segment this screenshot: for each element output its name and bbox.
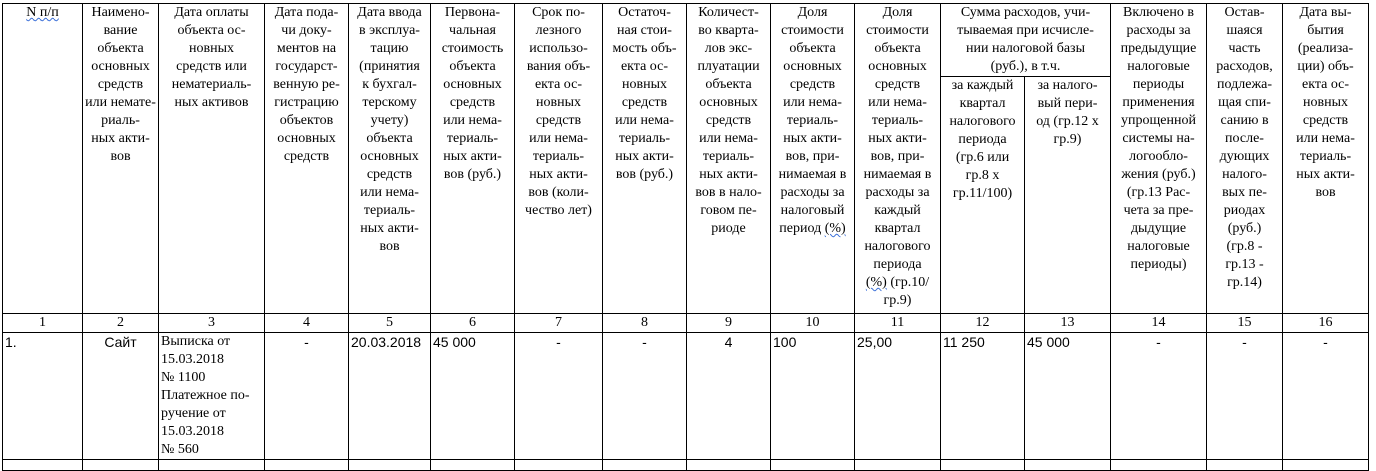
cell-useful-life: - xyxy=(515,333,603,460)
empty-cell xyxy=(603,460,687,471)
header-per-quarter: за каждый квартал налогового периода (гр.6 или гр.8 х гр.11/100) xyxy=(941,77,1025,314)
header-share-per-period-text: Доля стоимости объекта основных средств или нема- териаль- ных акти- вов, при- нимаемая в расходы за налоговый период xyxy=(778,5,847,236)
header-remaining-part: Остав- шаяся часть расходов, подлежа- щая спи- санию в после- дующих налого- вых пе- риодах (руб.) (гр.8 - гр.13 - гр.14) xyxy=(1207,4,1283,314)
percent-marker: (%) xyxy=(824,221,846,236)
cell-asset-name: Сайт xyxy=(83,333,159,460)
header-expense-sum-group: Сумма расходов, учи- тываемая при исчисле- нии налоговой базы (руб.), в т.ч. xyxy=(941,4,1111,77)
column-number: 13 xyxy=(1025,314,1111,333)
column-number: 1 xyxy=(3,314,83,333)
cell-initial-cost: 45 000 xyxy=(431,333,515,460)
header-payment-date: Дата оплаты объекта ос- новных средств или нематериаль- ных активов xyxy=(159,4,265,314)
column-number: 12 xyxy=(941,314,1025,333)
header-quarters-count: Количест- во кварта- лов экс- плуатации объекта основных средств или нема- териаль- ных акти- вов в нало- говом пе- риоде xyxy=(687,4,771,314)
percent-marker: (%) xyxy=(865,275,887,290)
column-number: 16 xyxy=(1283,314,1369,333)
column-number: 2 xyxy=(83,314,159,333)
cell-expense-per-period: 45 000 xyxy=(1025,333,1111,460)
header-share-per-period xyxy=(771,4,855,314)
cell-share-per-quarter: 25,00 xyxy=(855,333,941,460)
empty-cell xyxy=(941,460,1025,471)
header-initial-cost: Первона- чальная стоимость объекта основных средств или нема- териаль- ных акти- вов (руб.) xyxy=(431,4,515,314)
column-number: 9 xyxy=(687,314,771,333)
cell-registration-date: - xyxy=(265,333,349,460)
header-disposal-date: Дата вы- бытия (реализа- ции) объ- екта ос- новных средств или нема- териаль- ных акти- вов xyxy=(1283,4,1369,314)
cell-share-per-period: 100 xyxy=(771,333,855,460)
cell-previous-periods: - xyxy=(1111,333,1207,460)
empty-cell xyxy=(349,460,431,471)
empty-cell xyxy=(1025,460,1111,471)
column-number: 5 xyxy=(349,314,431,333)
empty-cell xyxy=(515,460,603,471)
empty-cell xyxy=(687,460,771,471)
empty-cell xyxy=(83,460,159,471)
column-number: 8 xyxy=(603,314,687,333)
cell-remaining-part: - xyxy=(1207,333,1283,460)
column-number: 11 xyxy=(855,314,941,333)
empty-cell xyxy=(3,460,83,471)
depreciation-table xyxy=(2,3,1369,471)
cell-commissioning-date: 20.03.2018 xyxy=(349,333,431,460)
empty-cell xyxy=(855,460,941,471)
header-asset-name: Наимено- вание объекта основных средств или немате- риаль- ных акти- вов xyxy=(83,4,159,314)
header-previous-periods: Включено в расходы за предыдущие налоговые периоды применения упрощенной системы на- логообло- жения (руб.) (гр.13 Рас- чета за пре- дыдущие налоговые периоды) xyxy=(1111,4,1207,314)
empty-cell xyxy=(771,460,855,471)
column-number: 4 xyxy=(265,314,349,333)
header-row-number xyxy=(3,4,83,314)
cell-expense-per-quarter: 11 250 xyxy=(941,333,1025,460)
header-residual-value: Остаточ- ная стои- мость объ- екта ос- новных средств или нема- териаль- ных акти- вов (руб.) xyxy=(603,4,687,314)
table-row xyxy=(3,333,1369,460)
empty-row xyxy=(3,460,1369,471)
header-share-per-quarter-text: Доля стоимости объекта основных средств или нема- териаль- ных акти- вов, при- нимаемая в расходы за каждый квартал налогового периода xyxy=(863,5,932,272)
header-share-per-quarter-formula: (гр.10/ гр.9) xyxy=(883,275,930,308)
empty-cell xyxy=(431,460,515,471)
column-number: 15 xyxy=(1207,314,1283,333)
header-commissioning-date: Дата ввода в эксплуа- тацию (принятия к бухгал- терскому учету) объекта основных средств или нема- териаль- ных акти- вов xyxy=(349,4,431,314)
header-useful-life: Срок по- лезного использо- вания объ- екта ос- новных средств или нема- териаль- ных акти- вов (коли- чество лет) xyxy=(515,4,603,314)
column-number: 3 xyxy=(159,314,265,333)
header-registration-date: Дата пода- чи доку- ментов на государст- венную ре- гистрацию объектов основных средств xyxy=(265,4,349,314)
column-number-row xyxy=(3,314,1369,333)
header-row-number-label: N п/п xyxy=(26,5,59,20)
column-number: 10 xyxy=(771,314,855,333)
empty-cell xyxy=(1283,460,1369,471)
cell-payment-documents: Выписка от 15.03.2018 № 1100 Платежное по- ручение от 15.03.2018 № 560 xyxy=(159,333,265,460)
empty-cell xyxy=(1111,460,1207,471)
cell-quarters-count: 4 xyxy=(687,333,771,460)
column-number: 6 xyxy=(431,314,515,333)
empty-cell xyxy=(265,460,349,471)
header-row xyxy=(3,4,1369,77)
column-number: 7 xyxy=(515,314,603,333)
cell-disposal-date: - xyxy=(1283,333,1369,460)
column-number: 14 xyxy=(1111,314,1207,333)
cell-row-number: 1. xyxy=(3,333,83,460)
cell-residual-value: - xyxy=(603,333,687,460)
header-share-per-quarter xyxy=(855,4,941,314)
empty-cell xyxy=(159,460,265,471)
header-per-period: за налого- вый пери- од (гр.12 х гр.9) xyxy=(1025,77,1111,314)
empty-cell xyxy=(1207,460,1283,471)
